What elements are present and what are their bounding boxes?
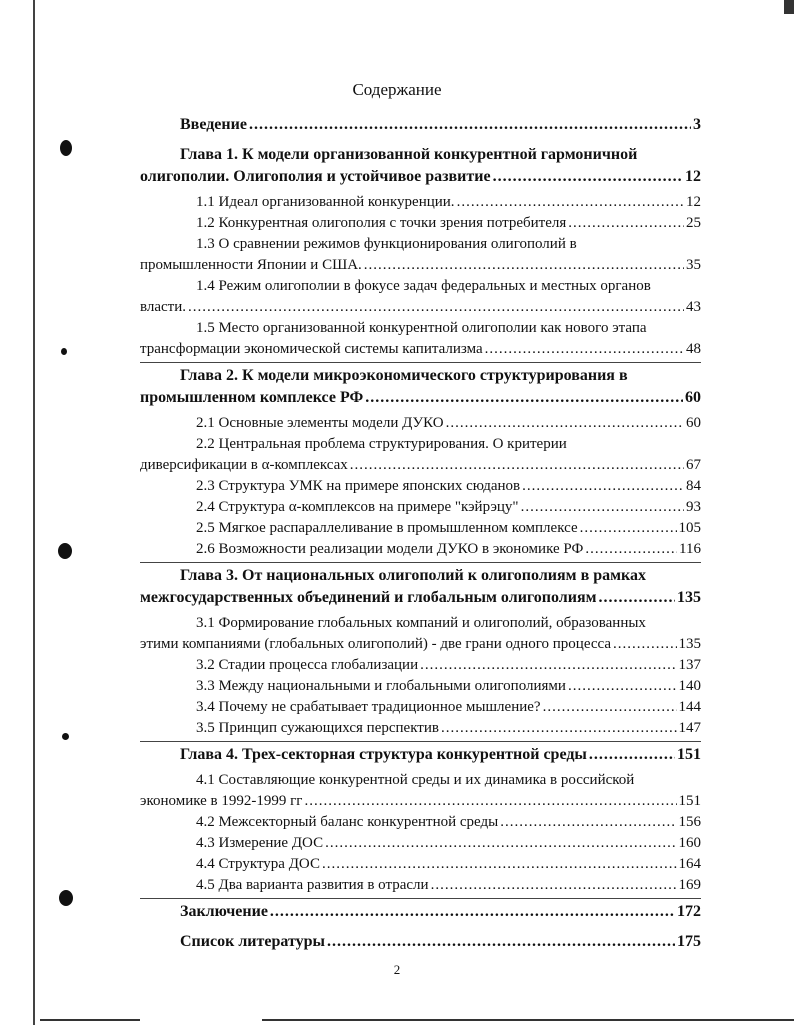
toc-entry-text: 3.1 Формирование глобальных компаний и олигополий, образованных: [196, 615, 646, 631]
toc-section-entry[interactable]: [140, 613, 701, 655]
toc-entry-text: 1.1 Идеал организованной конкуренции.: [196, 194, 455, 210]
toc-page-number: 137: [678, 657, 701, 673]
toc-section-entry[interactable]: [140, 655, 701, 676]
separator-rule: [140, 898, 701, 899]
toc-entry-text: 3.5 Принцип сужающихся перспектив: [196, 720, 439, 736]
toc-entry-text: Глава 4. Трех-секторная структура конкурентной среды: [180, 746, 587, 763]
toc-chapter-entry[interactable]: [140, 901, 701, 923]
toc-entry-text: 2.3 Структура УМК на примере японских сюданов: [196, 478, 521, 494]
toc-entry-text: этими компаниями (глобальных олигополий) - две грани одного процесса: [140, 636, 612, 652]
toc-section-entry[interactable]: [140, 318, 701, 360]
dot-leader: [188, 297, 684, 318]
toc-section-entry[interactable]: [140, 770, 701, 812]
toc-entry-text: 4.3 Измерение ДОС: [196, 835, 324, 851]
dot-leader: [493, 166, 683, 188]
toc-entry-text: 2.1 Основные элементы модели ДУКО: [196, 415, 444, 431]
toc-page-number: 135: [678, 636, 701, 652]
toc-entry-text: 1.2 Конкурентная олигополия с точки зрения потребителя: [196, 215, 567, 231]
toc-section-entry[interactable]: [140, 234, 701, 276]
dot-leader: [500, 812, 676, 833]
toc-section-entry[interactable]: [140, 497, 701, 518]
toc-page-number: 60: [686, 415, 701, 431]
toc-entry-text: власти.: [140, 299, 187, 315]
toc-page-number: 3: [693, 116, 701, 133]
toc-entry-text: 1.4 Режим олигополии в фокусе задач федеральных и местных органов: [196, 278, 651, 294]
toc-entry-text: Глава 1. К модели организованной конкурентной гармоничной: [180, 146, 638, 163]
toc-section-entry[interactable]: [140, 518, 701, 539]
dot-leader: [325, 833, 676, 854]
dot-leader: [446, 413, 684, 434]
toc-entry-text: экономике в 1992-1999 гг: [140, 793, 303, 809]
toc-entry-text: Заключение: [180, 903, 268, 920]
toc-page-number: 67: [686, 457, 701, 473]
dot-leader: [327, 931, 675, 953]
dot-leader: [364, 255, 684, 276]
toc-entry-text: 4.4 Структура ДОС: [196, 856, 320, 872]
toc-entry-text: 4.5 Два варианта развития в отрасли: [196, 877, 429, 893]
toc-entry-text: 2.4 Структура α-комплексов на примере "кэйрэцу": [196, 499, 519, 515]
toc-section-entry[interactable]: [140, 476, 701, 497]
toc-page-number: 151: [678, 793, 701, 809]
dot-leader: [522, 476, 684, 497]
scan-edge-bottom: [40, 1019, 140, 1021]
toc-entry-text: 2.2 Центральная проблема структурирования. О критерии: [196, 436, 567, 452]
separator-rule: [140, 741, 701, 742]
dot-leader: [431, 875, 677, 896]
dot-leader: [457, 192, 684, 213]
dot-leader: [543, 697, 677, 718]
toc-entry-text: Глава 2. К модели микроэкономического структурирования в: [180, 367, 628, 384]
toc-page-number: 105: [678, 520, 701, 536]
dot-leader: [441, 718, 677, 739]
dot-leader: [589, 744, 675, 766]
toc-page-number: 48: [686, 341, 701, 357]
separator-rule: [140, 562, 701, 563]
toc-page-number: 12: [686, 194, 701, 210]
toc-page-number: 12: [685, 168, 701, 185]
dot-leader: [322, 854, 677, 875]
punch-hole-mark: [58, 543, 72, 559]
page-number: 2: [393, 962, 401, 977]
toc-section-entry[interactable]: [140, 539, 701, 560]
toc-page-number: 147: [678, 720, 701, 736]
dot-leader: [420, 655, 676, 676]
toc-section-entry[interactable]: [140, 434, 701, 476]
toc-entry-text: трансформации экономической системы капитализма: [140, 341, 483, 357]
toc-page-number: 151: [677, 746, 701, 763]
toc-section-entry[interactable]: [140, 192, 701, 213]
dot-leader: [350, 455, 684, 476]
toc-section-entry[interactable]: [140, 697, 701, 718]
toc-chapter-entry[interactable]: [140, 931, 701, 953]
separator-rule: [140, 362, 701, 363]
toc-page-number: 84: [686, 478, 701, 494]
toc-page-number: 160: [678, 835, 701, 851]
toc-page-number: 140: [678, 678, 701, 694]
toc-page-number: 172: [677, 903, 701, 920]
toc-entry-text: Список литературы: [180, 933, 325, 950]
toc-page-number: 164: [678, 856, 701, 872]
toc-page-number: 43: [686, 299, 701, 315]
dot-leader: [568, 676, 677, 697]
toc-entry-text: промышленном комплексе РФ: [140, 389, 364, 406]
dot-leader: [304, 791, 676, 812]
toc-section-entry[interactable]: [140, 718, 701, 739]
dot-leader: [599, 587, 675, 609]
scan-edge-left: [33, 0, 35, 1025]
toc-section-entry[interactable]: [140, 676, 701, 697]
toc-section-entry[interactable]: [140, 833, 701, 854]
toc-section-entry[interactable]: [140, 276, 701, 318]
dot-leader: [568, 213, 684, 234]
toc-section-entry[interactable]: [140, 854, 701, 875]
toc-entry-text: межгосударственных объединений и глобальным олигополиям: [140, 589, 597, 606]
toc-entry-text: 3.2 Стадии процесса глобализации: [196, 657, 419, 673]
toc-chapter-entry[interactable]: [140, 114, 701, 136]
toc-entry-text: 2.6 Возможности реализации модели ДУКО в экономике РФ: [196, 541, 584, 557]
toc-entry-text: 3.4 Почему не срабатывает традиционное мышление?: [196, 699, 541, 715]
toc-section-entry[interactable]: [140, 213, 701, 234]
punch-hole-mark: [59, 890, 73, 906]
toc-entry-text: диверсификации в α-комплексах: [140, 457, 348, 473]
toc-entry-text: 4.2 Межсекторный баланс конкурентной среды: [196, 814, 499, 830]
dot-leader: [613, 634, 676, 655]
toc-chapter-entry[interactable]: [140, 565, 701, 609]
toc-section-entry[interactable]: [140, 875, 701, 896]
dot-leader: [485, 339, 684, 360]
toc-entry-text: 1.5 Место организованной конкурентной олигополии как нового этапа: [196, 320, 647, 336]
toc-page-number: 135: [677, 589, 701, 606]
dot-leader: [521, 497, 684, 518]
toc-chapter-entry[interactable]: [140, 744, 701, 766]
scan-edge-right: [784, 0, 794, 14]
toc-entry-text: 4.1 Составляющие конкурентной среды и их динамика в российской: [196, 772, 635, 788]
toc-section-entry[interactable]: [140, 413, 701, 434]
punch-hole-mark: [60, 140, 72, 156]
page-title: Содержание: [352, 80, 442, 99]
toc-entry-text: 2.5 Мягкое распараллеливание в промышленном комплексе: [196, 520, 578, 536]
toc-entry-text: промышленности Японии и США.: [140, 257, 362, 273]
toc-section-entry[interactable]: [140, 812, 701, 833]
toc-entry-text: Введение: [180, 116, 247, 133]
toc-entry-text: 1.3 О сравнении режимов функционирования олигополий в: [196, 236, 577, 252]
toc-entry-text: олигополии. Олигополия и устойчивое развитие: [140, 168, 491, 185]
toc-chapter-entry[interactable]: [140, 365, 701, 409]
punch-hole-mark: [61, 348, 67, 355]
dot-leader: [580, 518, 677, 539]
dot-leader: [585, 539, 677, 560]
dot-leader: [365, 387, 683, 409]
toc-page-number: 116: [679, 541, 701, 557]
dot-leader: [270, 901, 675, 923]
punch-hole-mark: [62, 733, 69, 740]
table-of-contents: [140, 114, 701, 953]
toc-page-number: 175: [677, 933, 701, 950]
scan-edge-bottom: [262, 1019, 794, 1021]
toc-chapter-entry[interactable]: [140, 144, 701, 188]
toc-page-number: 25: [686, 215, 701, 231]
toc-page-number: 169: [678, 877, 701, 893]
toc-page-number: 60: [685, 389, 701, 406]
dot-leader: [249, 114, 691, 136]
toc-entry-text: 3.3 Между национальными и глобальными олигополиями: [196, 678, 566, 694]
toc-page-number: 35: [686, 257, 701, 273]
toc-entry-text: Глава 3. От национальных олигополий к олигополиям в рамках: [180, 567, 646, 584]
toc-page-number: 93: [686, 499, 701, 515]
toc-page-number: 156: [678, 814, 701, 830]
toc-page-number: 144: [678, 699, 701, 715]
